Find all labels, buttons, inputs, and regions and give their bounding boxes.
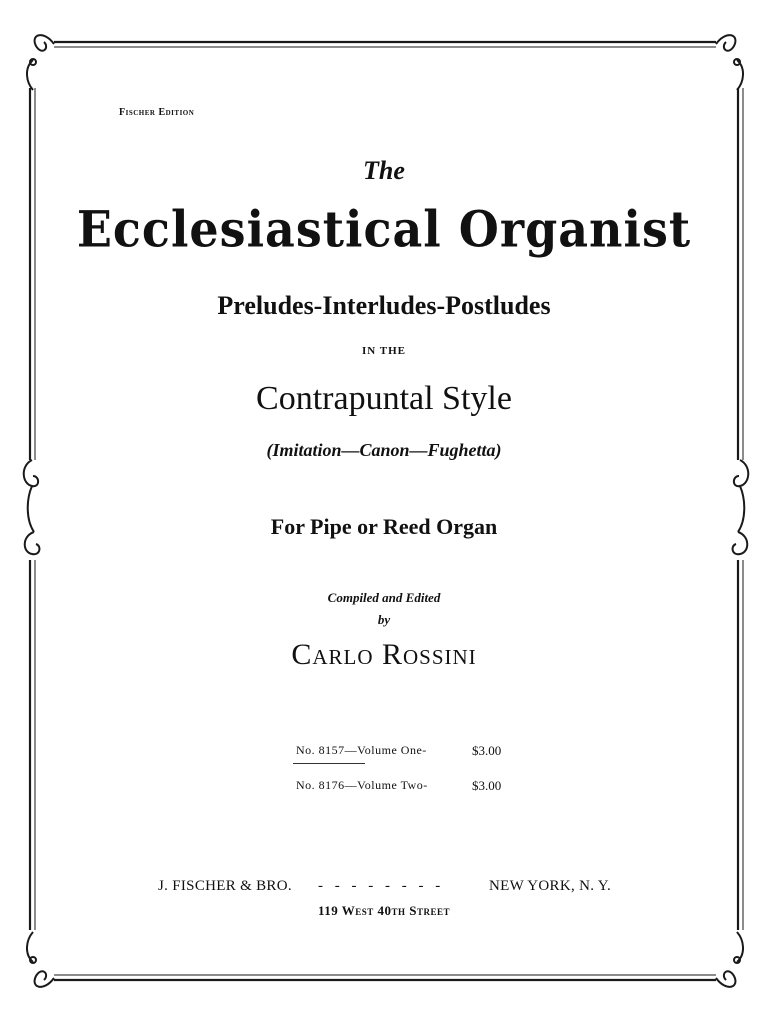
- publisher-city: NEW YORK, N. Y.: [489, 878, 612, 894]
- in-the-label: IN THE: [361, 345, 406, 357]
- instrument-line: For Pipe or Reed Organ: [270, 514, 498, 539]
- volume-one-label: No. 8157—Volume One-: [296, 743, 427, 757]
- editor-name: Carlo Rossini: [291, 638, 477, 671]
- volume-two-label: No. 8176—Volume Two-: [296, 778, 428, 792]
- edition-label: Fischer Edition: [119, 107, 195, 118]
- volume-one-underline: [293, 763, 365, 764]
- main-title: Ecclesiastical Organist: [76, 199, 692, 259]
- style-title: Contrapuntal Style: [256, 380, 512, 417]
- forms-parenthetical: (Imitation—Canon—Fughetta): [266, 440, 502, 460]
- title-article: The: [363, 156, 405, 185]
- publisher-street: 119 West 40th Street: [317, 903, 451, 918]
- volume-one-price: $3.00: [472, 743, 502, 758]
- publisher-dashes: - - - - - - - -: [318, 878, 445, 894]
- by-label: by: [377, 612, 391, 627]
- volume-two-price: $3.00: [472, 778, 502, 793]
- publisher-name: J. FISCHER & BRO.: [158, 878, 292, 894]
- compiled-label: Compiled and Edited: [327, 590, 441, 605]
- subtitle: Preludes-Interludes-Postludes: [217, 291, 551, 320]
